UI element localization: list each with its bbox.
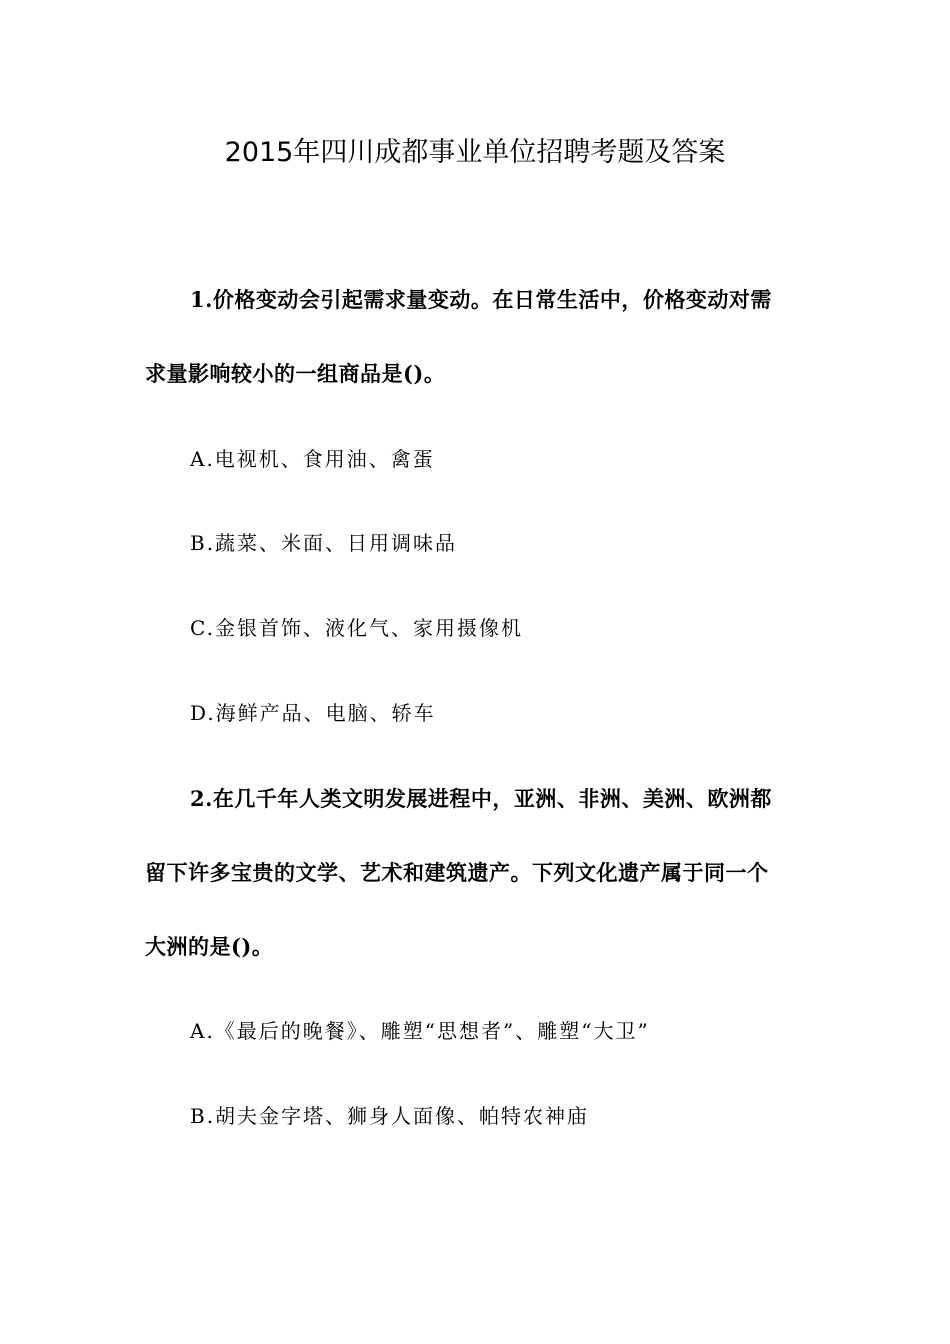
question-2-text-line-2: 留下许多宝贵的文学、艺术和建筑遗产。下列文化遗产属于同一个 <box>145 860 769 885</box>
question-1-text-line-2: 求量影响较小的一组商品是()。 <box>145 361 446 386</box>
question-2-option-a: A.《最后的晚餐》、雕塑“思想者”、雕塑“大卫” <box>190 1019 650 1043</box>
question-1-text-line-1: 1.价格变动会引起需求量变动。在日常生活中，价格变动对需 <box>190 287 772 312</box>
question-1-option-c: C.金银首饰、液化气、家用摄像机 <box>190 616 523 640</box>
question-2-option-b: B.胡夫金字塔、狮身人面像、帕特农神庙 <box>190 1104 590 1128</box>
question-1-option-d: D.海鲜产品、电脑、轿车 <box>190 701 436 725</box>
question-2-text-line-1: 2.在几千年人类文明发展进程中，亚洲、非洲、美洲、欧洲都 <box>190 786 772 811</box>
question-1-option-a: A.电视机、食用油、禽蛋 <box>190 447 435 471</box>
question-1-option-b: B.蔬菜、米面、日用调味品 <box>190 531 458 555</box>
question-2-text-line-3: 大洲的是()。 <box>145 934 274 959</box>
document-title: 2015年四川成都事业单位招聘考题及答案 <box>224 137 726 168</box>
